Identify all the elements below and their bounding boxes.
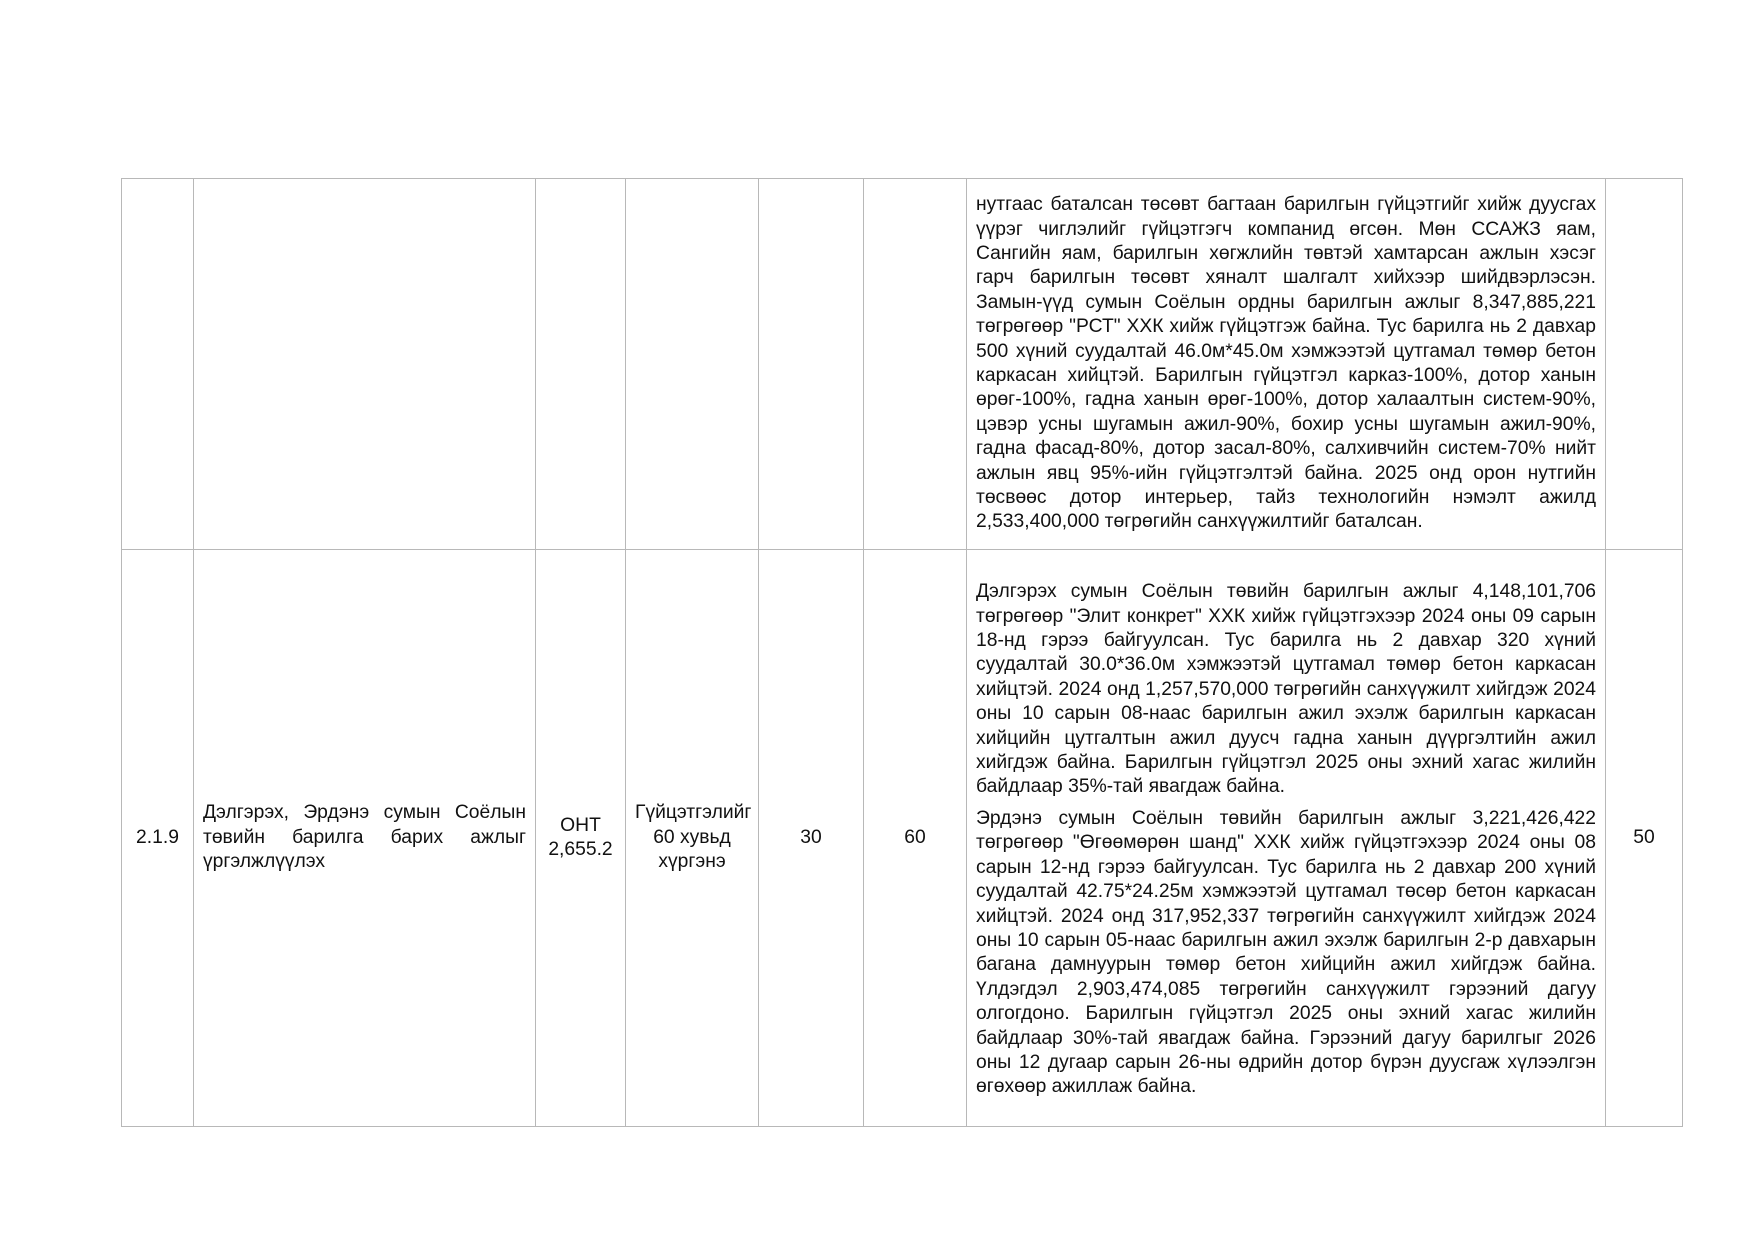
description-paragraph: нутгаас баталсан төсөвт багтаан барилгын гүйцэтгийг хийж дуусгах үүрэг чиглэлийг гүйцэтгэгч компанид өгсөн. Мөн ССАЖЗ яам, Сангийн яам, барилгын хөгжлийн төвтэй хамтарсан ажлын хэсэг гарч барилгын төсөвт хяналт шалгалт хийхээр шийдвэрлэсэн. Замын-үүд сумын Соёлын ордны барилгын ажлыг 8,347,885,221 төгрөгөөр "РСТ" ХХК хийж гүйцэтгэж байна. Тус барилга нь 2 давхар 500 хүний суудалтай 46.0м*45.0м хэмжээтэй цутгамал төмөр бетон каркасан хийцтэй. Барилгын гүйцэтгэл карказ-100%, дотор ханын өрөг-100%, гадна ханын өрөг-100%, дотор халаалтын систем-90%, цэвэр усны шугамын ажил-90%, бохир усны шугамын ажил-90%, гадна фасад-80%, дотор засал-80%, салхивчийн систем-70% нийт ажлын явц 95%-ийн гүйцэтгэлтэй байна. 2025 онд орон нутгийн төсвөөс дотор интерьер, тайз технологийн нэмэлт ажилд 2,533,400,000 төгрөгийн санхүүжилтийг баталсан. — [976, 194, 1596, 533]
table-row — [122, 550, 1683, 1127]
row-col5-cell: 30 — [759, 550, 864, 1127]
row-target-cell: Гүйцэтгэлийг 60 хувьд хүргэнэ — [626, 550, 759, 1127]
row-code-cell — [122, 179, 194, 550]
description-paragraph: Эрдэнэ сумын Соёлын төвийн барилгын ажлыг 3,221,426,422 төгрөгөөр "Өгөөмөрөн шанд" ХХК хийж гүйцэтгэхээр 2024 оны 08 сарын 12-нд гэрээ байгуулсан. Тус барилга нь 2 давхар 200 хүний суудалтай 42.75*24.25м хэмжээтэй цутгамал төсөр бетон каркасан хийцтэй. 2024 онд 317,952,337 төгрөгийн санхүүжилт хийгдэж 2024 оны 10 сарын 05-наас барилгын ажил эхэлж барилгын 2-р давхарын багана дамнуурын төмөр бетон хийцийн ажил хийгдэж байна. Үлдэгдэл 2,903,474,085 төгрөгийн санхүүжилт гэрээний дагуу олгогдоно. Барилгын гүйцэтгэл 2025 оны эхний хагас жилийн байдлаар 30%-тай явагдаж байна. Гэрээний дагуу барилгыг 2026 оны 12 дугаар сарын 26-ны өдрийн дотор бүрэн дуусгаж хүлээлгэн өгөхөөр ажиллаж байна. — [976, 807, 1596, 1098]
row-col5-cell — [759, 179, 864, 550]
row-target-cell — [626, 179, 759, 550]
row-score-cell: 50 — [1606, 550, 1683, 1127]
row-name-cell: Дэлгэрэх, Эрдэнэ сумын Соёлын төвийн барилга барих ажлыг үргэлжлүүлэх — [194, 550, 536, 1127]
table-row — [122, 179, 1683, 550]
row-description-cell — [967, 550, 1606, 1127]
description-paragraph: Дэлгэрэх сумын Соёлын төвийн барилгын ажлыг 4,148,101,706 төгрөгөөр "Элит конкрет" ХХК хийж гүйцэтгэхээр 2024 оны 09 сарын 18-нд гэрээ байгуулсан. Тус барилга нь 2 давхар 320 хүний суудалтай 30.0*36.0м хэмжээтэй цутгамал төмөр бетон каркасан хийцтэй. 2024 онд 1,257,570,000 төгрөгийн санхүүжилт хийгдэж 2024 оны 10 сарын 08-наас барилгын ажил эхэлж барилгын каркасан хийцийн цутгалтын ажил дууcч гадна ханын дүүргэлтийн ажил хийгдэж байна. Барилгын гүйцэтгэл 2025 оны эхний хагас жилийн байдлаар 35%-тай явагдаж байна. — [976, 581, 1596, 798]
report-table — [121, 178, 1683, 1127]
row-description-cell — [967, 179, 1606, 550]
row-col6-cell: 60 — [864, 550, 967, 1127]
row-budget-cell — [536, 179, 626, 550]
row-col6-cell — [864, 179, 967, 550]
row-code-cell: 2.1.9 — [122, 550, 194, 1127]
row-name-cell — [194, 179, 536, 550]
row-score-cell — [1606, 179, 1683, 550]
row-budget-cell: ОНТ 2,655.2 — [536, 550, 626, 1127]
